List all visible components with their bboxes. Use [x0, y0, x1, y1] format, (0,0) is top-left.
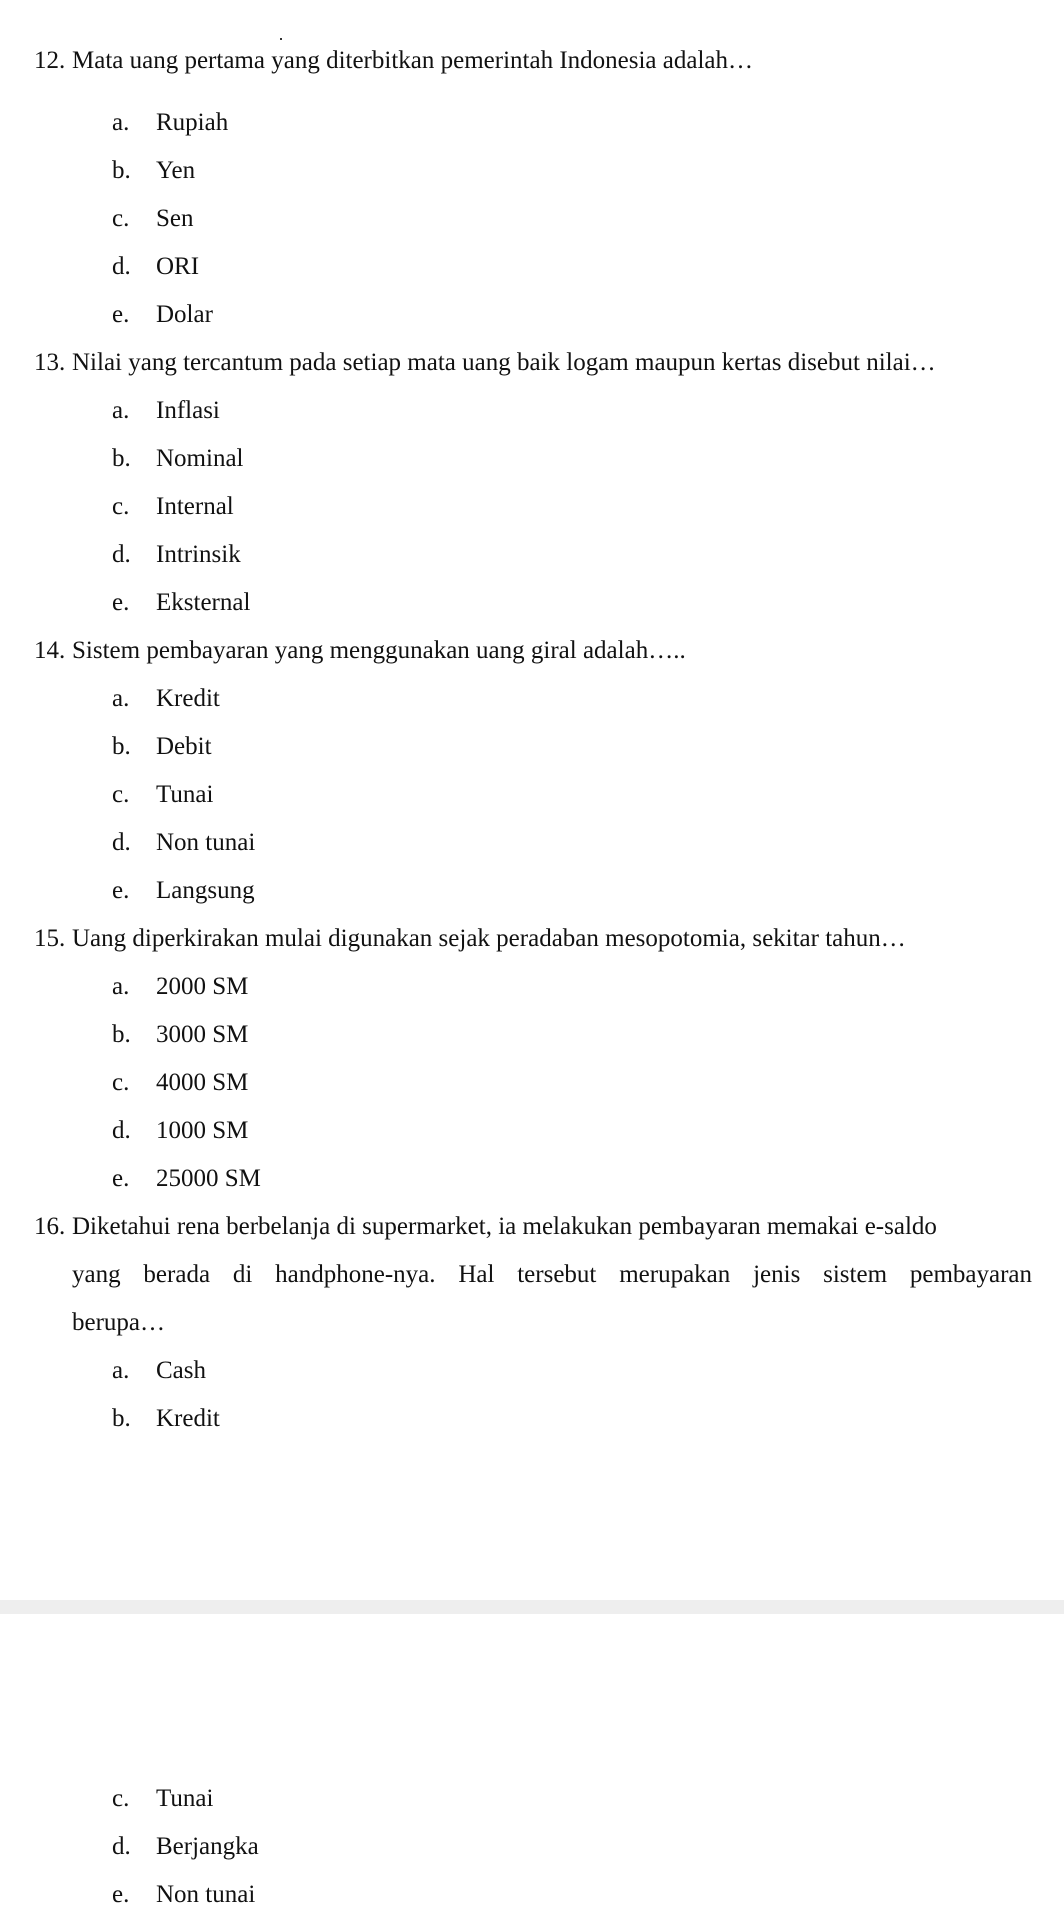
- option-12a: a. Rupiah: [112, 109, 229, 136]
- option-13d: d. Intrinsik: [112, 541, 241, 568]
- option-14a: a. Kredit: [112, 685, 220, 712]
- question-text-line-1: Diketahui rena berbelanja di supermarket, ia melakukan pembayaran memakai e-saldo: [72, 1213, 937, 1240]
- stray-mark: [280, 38, 282, 40]
- option-12e: e. Dolar: [112, 301, 213, 328]
- option-13a: a. Inflasi: [112, 397, 220, 424]
- question-16-line-3: berupa…: [72, 1309, 166, 1336]
- option-15b: b. 3000 SM: [112, 1021, 249, 1048]
- option-15c: c. 4000 SM: [112, 1069, 249, 1096]
- question-number: 16.: [34, 1213, 66, 1240]
- option-16c: c. Tunai: [112, 1785, 214, 1812]
- option-13c: c. Internal: [112, 493, 234, 520]
- question-text: Uang diperkirakan mulai digunakan sejak peradaban mesopotomia, sekitar tahun…: [72, 925, 906, 952]
- option-13e: e. Eksternal: [112, 589, 251, 616]
- question-13: [34, 346, 936, 380]
- question-text: Sistem pembayaran yang menggunakan uang giral adalah…..: [72, 637, 686, 664]
- option-14e: e. Langsung: [112, 877, 255, 904]
- question-number: 13.: [34, 349, 66, 376]
- question-number: 15.: [34, 925, 66, 952]
- option-14c: c. Tunai: [112, 781, 214, 808]
- document-page-2: [0, 1614, 1064, 1918]
- question-16-line-2: yang berada di handphone-nya. Hal tersebut merupakan jenis sistem pembayaran: [72, 1261, 1032, 1288]
- question-number: 12.: [34, 47, 66, 74]
- option-12d: d. ORI: [112, 253, 200, 280]
- option-16e: e. Non tunai: [112, 1881, 256, 1908]
- page-separator: [0, 1600, 1064, 1614]
- question-text: Mata uang pertama yang diterbitkan pemerintah Indonesia adalah…: [72, 47, 753, 74]
- option-15a: a. 2000 SM: [112, 973, 249, 1000]
- option-16d: d. Berjangka: [112, 1833, 259, 1860]
- option-15e: e. 25000 SM: [112, 1165, 261, 1192]
- option-14b: b. Debit: [112, 733, 212, 760]
- question-12: [34, 44, 753, 78]
- question-text: Nilai yang tercantum pada setiap mata uang baik logam maupun kertas disebut nilai…: [72, 349, 936, 376]
- option-16b: b. Kredit: [112, 1405, 220, 1432]
- question-number: 14.: [34, 637, 66, 664]
- option-14d: d. Non tunai: [112, 829, 256, 856]
- question-15: [34, 922, 906, 956]
- option-12b: b. Yen: [112, 157, 196, 184]
- option-12c: c. Sen: [112, 205, 194, 232]
- question-16: [34, 1210, 937, 1244]
- option-15d: d. 1000 SM: [112, 1117, 249, 1144]
- option-16a: a. Cash: [112, 1357, 206, 1384]
- option-13b: b. Nominal: [112, 445, 244, 472]
- question-14: [34, 634, 686, 668]
